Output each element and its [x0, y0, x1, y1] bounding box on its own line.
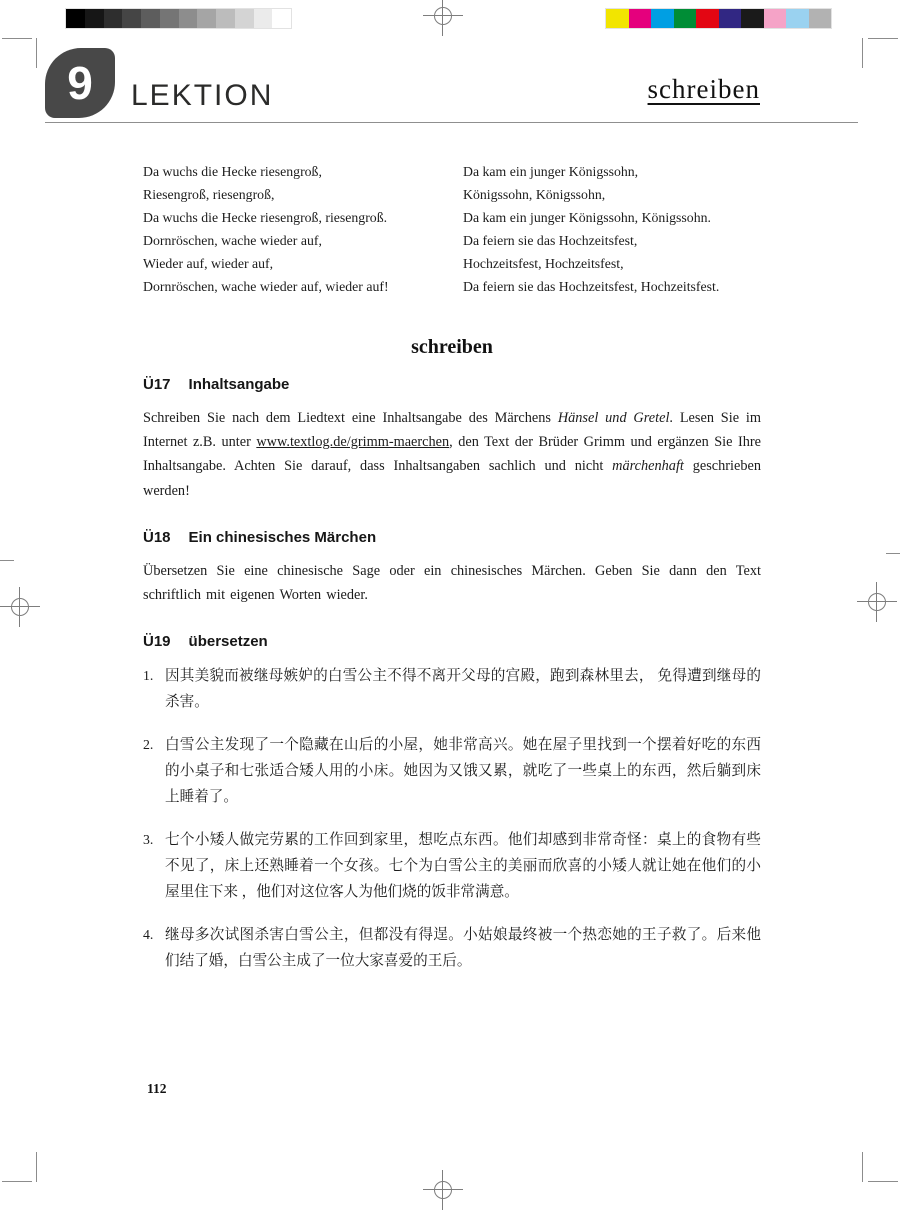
grayscale-swatch — [216, 9, 235, 28]
crop-mark — [868, 38, 898, 39]
paragraph-segment: geschrieben werden! — [143, 458, 761, 499]
color-swatch — [719, 9, 742, 28]
item-text: 七个小矮人做完劳累的工作回到家里，想吃点东西。他们却感到非常奇怪：桌上的食物有些不见了，床上还熟睡着一个女孩。七个为白雪公主的美丽而欣喜的小矮人就让她在他们的小屋里住下来 ，他们对这位客人为他们烧的饭非常满意。 — [165, 832, 761, 901]
translation-item — [143, 732, 761, 810]
song-line: Dornröschen, wache wieder auf, — [143, 233, 322, 248]
grayscale-swatch — [254, 9, 273, 28]
grayscale-swatch — [122, 9, 141, 28]
song-line: Da kam ein junger Königssohn, — [463, 164, 639, 179]
registration-mark-part — [11, 598, 29, 616]
header-divider — [45, 122, 858, 123]
registration-mark-bottom — [423, 1170, 463, 1210]
color-calibration-bar — [605, 8, 832, 29]
exercise-title: übersetzen — [188, 633, 268, 651]
crop-mark — [36, 38, 37, 68]
grayscale-swatch — [85, 9, 104, 28]
grayscale-swatch — [179, 9, 198, 28]
exercise-title: Inhaltsangabe — [188, 376, 290, 393]
color-swatch — [629, 9, 652, 28]
song-column-right — [463, 160, 783, 298]
lesson-label: LEKTION — [131, 79, 274, 112]
paragraph-segment: . Lesen Sie im Internet z.B. unter — [143, 410, 761, 451]
song-line: Wieder auf, wieder auf, — [143, 256, 274, 271]
translation-item — [143, 922, 761, 974]
crop-mark — [862, 1152, 863, 1182]
song-column-left — [143, 160, 463, 298]
translation-item — [143, 663, 761, 715]
grayscale-calibration-bar — [65, 8, 292, 29]
song-line: Da feiern sie das Hochzeitsfest, — [463, 233, 638, 248]
paragraph-segment: Hänsel und Gretel — [557, 410, 670, 426]
item-number: 3. — [143, 832, 154, 848]
registration-mark-top — [423, 0, 463, 36]
registration-mark-right — [857, 582, 897, 622]
song-line: Dornröschen, wache wieder auf, wieder auf! — [143, 279, 389, 294]
grayscale-swatch — [235, 9, 254, 28]
song-line: Riesengroß, riesengroß, — [143, 187, 275, 202]
section-title: schreiben — [411, 336, 493, 358]
exercise-id: Ü17 — [143, 376, 171, 393]
exercise-id: Ü19 — [143, 633, 171, 651]
color-swatch — [741, 9, 764, 28]
color-swatch — [606, 9, 629, 28]
grayscale-swatch — [66, 9, 85, 28]
item-text: 因其美貌而被继母嫉妒的白雪公主不得不离开父母的宫殿，跑到森林里去， 免得遭到继母的杀害。 — [165, 668, 761, 711]
exercise-title: Ein chinesisches Märchen — [188, 528, 377, 546]
crop-mark — [36, 1152, 37, 1182]
chapter-title: schreiben — [647, 74, 760, 104]
grayscale-swatch — [160, 9, 179, 28]
crop-mark — [862, 38, 863, 68]
color-swatch — [651, 9, 674, 28]
lesson-number-badge — [45, 48, 115, 118]
song-line: Da feiern sie das Hochzeitsfest, Hochzeitsfest. — [463, 279, 720, 294]
registration-mark-left — [0, 587, 40, 627]
exercise-paragraph — [143, 406, 761, 503]
page-number: 112 — [147, 1081, 167, 1096]
song-line: Da wuchs die Hecke riesengroß, riesengroß. — [143, 210, 388, 225]
song-line: Königssohn, Königssohn, — [463, 187, 606, 202]
song-line: Da wuchs die Hecke riesengroß, — [143, 164, 322, 179]
exercise-heading — [143, 633, 761, 650]
item-text: 白雪公主发现了一个隐藏在山后的小屋，她非常高兴。她在屋子里找到一个摆着好吃的东西的小桌子和七张适合矮人用的小床。她因为又饿又累，就吃了一些桌上的东西，然后躺到床上睡着了。 — [165, 737, 761, 806]
paragraph-segment: , den Text der Brüder Grimm und ergänzen Sie Ihre Inhaltsangabe. Achten Sie darauf, dass Inhaltsangaben sachlich und nicht — [143, 434, 761, 475]
exercise-heading — [143, 529, 761, 546]
exercise-paragraph — [143, 559, 761, 607]
color-swatch — [674, 9, 697, 28]
paragraph-segment: märchenhaft — [612, 458, 684, 475]
exercise-u19 — [143, 633, 761, 974]
crop-mark — [0, 560, 14, 561]
grayscale-swatch — [141, 9, 160, 28]
registration-mark-part — [434, 1181, 452, 1199]
color-swatch — [764, 9, 787, 28]
song-line: Hochzeitsfest, Hochzeitsfest, — [463, 256, 624, 271]
crop-mark — [868, 1181, 898, 1182]
color-swatch — [786, 9, 809, 28]
exercises-section — [143, 376, 761, 991]
printed-url: www.textlog.de/grimm-maerchen — [256, 434, 450, 451]
color-swatch — [696, 9, 719, 28]
exercise-id: Ü18 — [143, 528, 171, 546]
grayscale-swatch — [104, 9, 123, 28]
translation-list — [143, 663, 761, 974]
item-number: 2. — [143, 737, 154, 753]
paragraph-segment: Übersetzen Sie eine chinesische Sage oder ein chinesisches Märchen. Geben Sie dann den Text schriftlich mit eigenen Worten wieder. — [143, 562, 761, 604]
registration-mark-part — [868, 593, 886, 611]
song-line: Da kam ein junger Königssohn, Königssohn. — [463, 210, 711, 225]
lesson-number: 9 — [67, 57, 93, 109]
paragraph-segment: Schreiben Sie nach dem Liedtext eine Inhaltsangabe des Märchens — [143, 410, 558, 426]
item-number: 1. — [143, 668, 154, 684]
crop-mark — [2, 1181, 32, 1182]
color-swatch — [809, 9, 832, 28]
grayscale-swatch — [197, 9, 216, 28]
exercise-heading — [143, 376, 761, 393]
crop-mark — [886, 553, 900, 554]
crop-mark — [2, 38, 32, 39]
registration-mark-part — [434, 7, 452, 25]
item-number: 4. — [143, 927, 154, 943]
song-lyrics — [143, 160, 783, 298]
translation-item — [143, 827, 761, 905]
page-header — [45, 46, 858, 120]
item-text: 继母多次试图杀害白雪公主，但都没有得逞。小姑娘最终被一个热恋她的王子救了。后来他们结了婚，白雪公主成了一位大家喜爱的王后。 — [165, 927, 761, 970]
grayscale-swatch — [272, 9, 291, 28]
exercise-u17 — [143, 376, 761, 503]
exercise-u18 — [143, 529, 761, 607]
